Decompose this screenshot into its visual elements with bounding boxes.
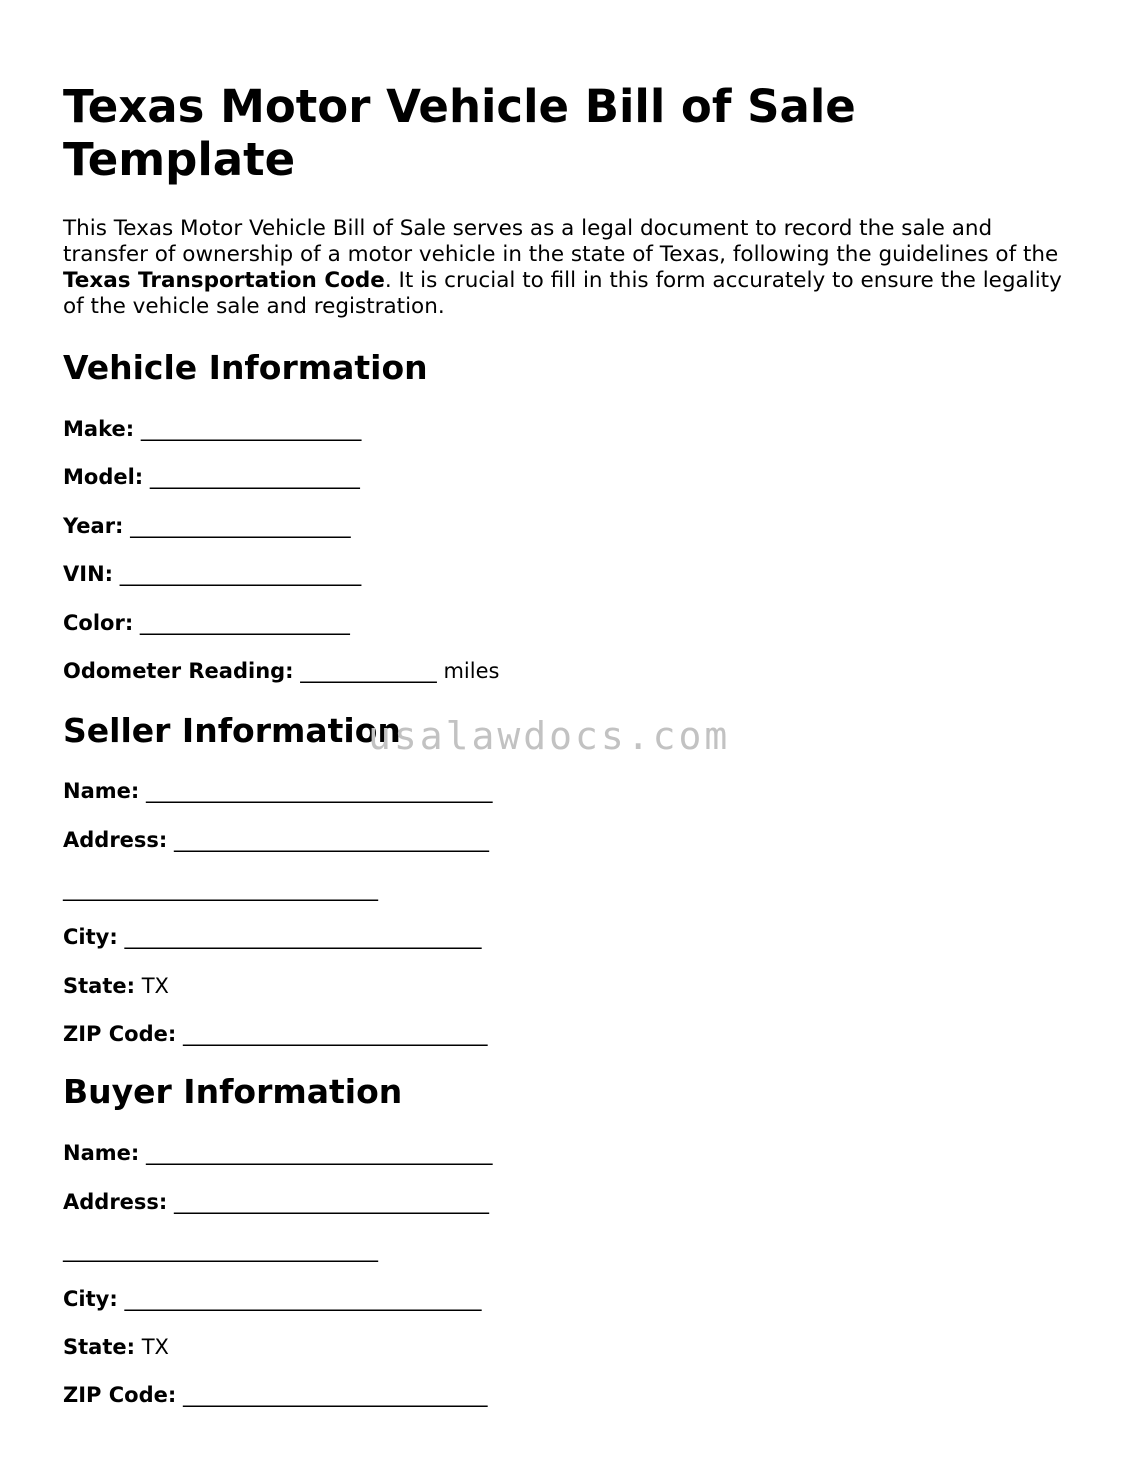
make-blank[interactable]: _____________________ [140,417,362,441]
buyer-address-label: Address: [63,1190,168,1214]
intro-paragraph [63,216,1063,320]
seller-zip-field[interactable] [63,1021,487,1047]
buyer-zip-field[interactable] [63,1382,487,1408]
buyer-state-value: TX [141,1335,169,1359]
seller-name-label: Name: [63,779,140,803]
seller-address-field[interactable] [63,827,489,853]
vehicle-color-field[interactable] [63,610,350,636]
seller-section-heading: Seller Information [63,711,401,750]
buyer-name-label: Name: [63,1141,140,1165]
color-blank[interactable]: ____________________ [139,611,350,635]
seller-address-label: Address: [63,828,168,852]
buyer-state-label: State: [63,1335,136,1359]
seller-state-value: TX [141,974,169,998]
buyer-city-blank[interactable]: __________________________________ [124,1287,482,1311]
vehicle-model-field[interactable] [63,464,360,490]
seller-address-blank[interactable]: ______________________________ [174,828,490,852]
seller-zip-label: ZIP Code: [63,1022,177,1046]
buyer-section-heading: Buyer Information [63,1072,403,1111]
model-label: Model: [63,465,144,489]
seller-name-field[interactable] [63,778,492,804]
year-label: Year: [63,514,124,538]
year-blank[interactable]: _____________________ [130,514,351,538]
watermark: usalawdocs.com [368,714,731,758]
make-label: Make: [63,417,135,441]
vin-blank[interactable]: _______________________ [119,562,362,586]
vehicle-vin-field[interactable] [63,561,361,587]
buyer-address-line2-blank[interactable]: ______________________________ [63,1238,378,1262]
buyer-address-line2[interactable] [63,1237,378,1263]
buyer-address-blank[interactable]: ______________________________ [174,1190,490,1214]
odometer-label: Odometer Reading: [63,659,294,683]
seller-address-line2[interactable] [63,876,378,902]
seller-city-label: City: [63,925,118,949]
buyer-zip-label: ZIP Code: [63,1383,177,1407]
odometer-blank[interactable]: _____________ [300,659,437,683]
model-blank[interactable]: ____________________ [149,465,360,489]
buyer-zip-blank[interactable]: _____________________________ [182,1383,488,1407]
intro-text-after: . It is crucial to fill in this form accurately to ensure the legality of the vehicle sale and registration. [63,268,1062,319]
odometer-unit: miles [443,659,500,683]
seller-name-blank[interactable]: _________________________________ [145,779,493,803]
page-title: Texas Motor Vehicle Bill of Sale Template [63,80,856,186]
buyer-city-field[interactable] [63,1286,481,1312]
vehicle-make-field[interactable] [63,416,361,442]
seller-city-blank[interactable]: __________________________________ [124,925,482,949]
intro-text-before: This Texas Motor Vehicle Bill of Sale serves as a legal document to record the sale and transfer of ownership of a motor vehicle in the state of Texas, following the guidelines of the [63,216,1059,267]
seller-state-label: State: [63,974,136,998]
buyer-state-field [63,1334,169,1360]
intro-bold-code: Texas Transportation Code [63,268,385,293]
vehicle-section-heading: Vehicle Information [63,348,428,387]
seller-state-field [63,973,169,999]
seller-city-field[interactable] [63,924,481,950]
buyer-name-field[interactable] [63,1140,492,1166]
vehicle-year-field[interactable] [63,513,351,539]
buyer-name-blank[interactable]: _________________________________ [145,1141,493,1165]
vin-label: VIN: [63,562,114,586]
seller-zip-blank[interactable]: _____________________________ [182,1022,488,1046]
color-label: Color: [63,611,134,635]
vehicle-odometer-field[interactable] [63,658,499,684]
buyer-city-label: City: [63,1287,118,1311]
seller-address-line2-blank[interactable]: ______________________________ [63,877,378,901]
buyer-address-field[interactable] [63,1189,489,1215]
